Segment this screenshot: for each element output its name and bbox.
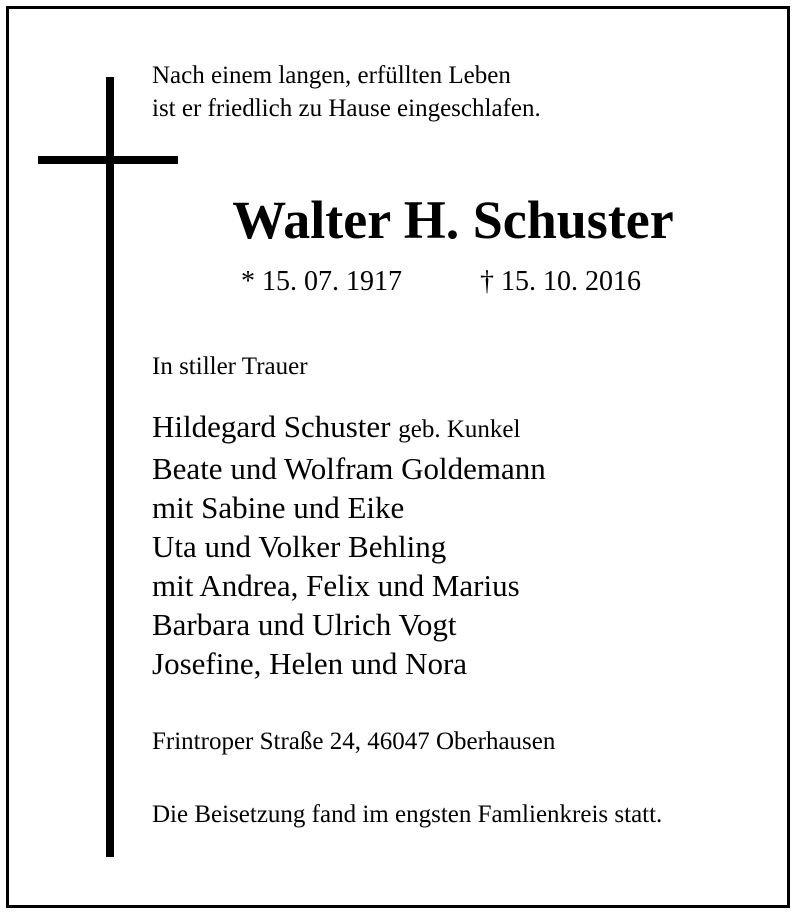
obituary-frame bbox=[6, 6, 790, 908]
address: Frintroper Straße 24, 46047 Oberhausen bbox=[152, 728, 556, 755]
family-member: Barbara und Ulrich Vogt bbox=[152, 607, 457, 642]
family-member: mit Andrea, Felix und Marius bbox=[152, 568, 520, 603]
mourning-line: In stiller Trauer bbox=[152, 353, 308, 380]
birth-date: * 15. 07. 1917 bbox=[241, 266, 402, 297]
burial-note: Die Beisetzung fand im engsten Famlienkreis statt. bbox=[152, 801, 663, 828]
family-member: mit Sabine und Eike bbox=[152, 490, 405, 525]
intro-line-1: Nach einem langen, erfüllten Leben bbox=[152, 62, 511, 89]
cross-icon-horizontal-bar bbox=[38, 156, 178, 164]
deceased-name: Walter H. Schuster bbox=[232, 190, 674, 250]
family-member: Uta und Volker Behling bbox=[152, 529, 447, 564]
family-member bbox=[152, 407, 546, 449]
maiden-name: geb. Kunkel bbox=[398, 416, 521, 443]
family-list bbox=[152, 407, 546, 683]
intro-text bbox=[152, 59, 541, 125]
family-member-name: Hildegard Schuster bbox=[152, 409, 391, 444]
family-member: Josefine, Helen und Nora bbox=[152, 646, 468, 681]
death-date: † 15. 10. 2016 bbox=[480, 266, 641, 297]
family-member: Beate und Wolfram Goldemann bbox=[152, 451, 546, 486]
intro-line-2: ist er friedlich zu Hause eingeschlafen. bbox=[152, 95, 541, 122]
